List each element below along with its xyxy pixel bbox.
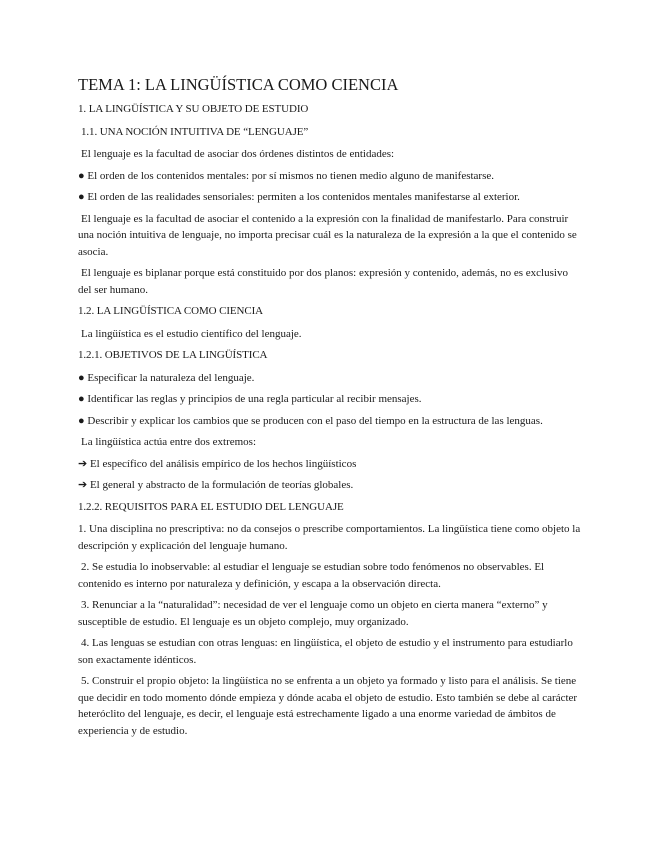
- paragraph: El lenguaje es la facultad de asociar el contenido a la expresión con la finalidad de manifestarlo. Para construir una noción intuitiva de lenguaje, no importa precisar cuál es la naturaleza de la expresión a la que el contenido se asocia.: [78, 212, 577, 258]
- paragraph: La lingüística actúa entre dos extremos:: [81, 436, 257, 448]
- numbered-paragraph: 5. Construir el propio objeto: la lingüística no se enfrenta a un objeto ya formado y listo para el análisis. Se tiene que decidir en todo momento dónde empieza y dónde acaba el objeto de estudio. Esto también se debe al carácter heteróclito del lenguaje, es decir, el lenguaje está estrechamente ligado a una enorme variedad de ámbitos de experiencia y de estudio.: [78, 675, 578, 737]
- arrow-item: ➔ El específico del análisis empírico de los hechos lingüísticos: [78, 457, 357, 470]
- numbered-paragraph: 1. Una disciplina no prescriptiva: no da consejos o prescribe comportamientos. La lingüística tiene como objeto la descripción y explicación del lenguaje humano.: [78, 523, 581, 552]
- bullet-item: ● El orden de los contenidos mentales: por sí mismos no tienen medio alguno de manifestarse.: [78, 169, 495, 182]
- paragraph: La lingüística es el estudio científico del lenguaje.: [81, 327, 302, 340]
- document-title: TEMA 1: LA LINGÜÍSTICA COMO CIENCIA: [78, 75, 399, 94]
- arrow-item: ➔ El general y abstracto de la formulación de teorías globales.: [78, 479, 354, 491]
- numbered-paragraph: 3. Renunciar a la “naturalidad”: necesidad de ver el lenguaje como un objeto en cierta manera “externo” y susceptible de estudio. El lenguaje es un objeto complejo, muy organizado.: [78, 599, 548, 628]
- numbered-paragraph: 4. Las lenguas se estudian con otras lenguas: en lingüística, el objeto de estudio y el instrumento para estudiarlo son exactamente idénticos.: [78, 637, 573, 666]
- numbered-paragraph: 2. Se estudia lo inobservable: al estudiar el lenguaje se estudian sobre todo fenómenos no observables. El contenido es interno por naturaleza y definición, y escapa a la observación directa.: [78, 561, 545, 590]
- bullet-item: ● Identificar las reglas y principios de una regla particular al recibir mensajes.: [78, 393, 422, 405]
- subsection-heading-1-1: 1.1. UNA NOCIÓN INTUITIVA DE “LENGUAJE”: [81, 125, 309, 138]
- subsection-heading-1-2-2: 1.2.2. REQUISITOS PARA EL ESTUDIO DEL LENGUAJE: [78, 500, 344, 513]
- paragraph: El lenguaje es la facultad de asociar dos órdenes distintos de entidades:: [81, 148, 395, 160]
- bullet-item: ● El orden de las realidades sensoriales: permiten a los contenidos mentales manifestarse al exterior.: [78, 191, 520, 203]
- bullet-item: ● Describir y explicar los cambios que se producen con el paso del tiempo en la estructura de las lenguas.: [78, 414, 543, 427]
- section-heading-1: 1. LA LINGÜÍSTICA Y SU OBJETO DE ESTUDIO: [78, 103, 309, 115]
- bullet-item: ● Especificar la naturaleza del lenguaje.: [78, 371, 255, 384]
- paragraph: El lenguaje es biplanar porque está constituido por dos planos: expresión y contenido, además, no es exclusivo del ser humano.: [78, 267, 568, 296]
- subsection-heading-1-2-1: 1.2.1. OBJETIVOS DE LA LINGÜÍSTICA: [78, 349, 268, 361]
- subsection-heading-1-2: 1.2. LA LINGÜÍSTICA COMO CIENCIA: [78, 305, 264, 317]
- document-body: [78, 101, 583, 744]
